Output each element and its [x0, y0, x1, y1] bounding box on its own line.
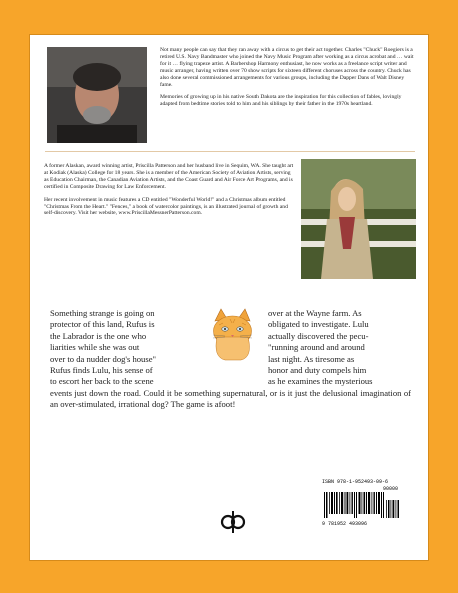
blurb-left-line: the Labrador is the one who [50, 330, 147, 341]
portrait-man-icon [47, 47, 147, 143]
barcode-digits: 9 781952 493096 [322, 521, 368, 527]
blurb-left-line: over to da nudder dog's house" [50, 353, 157, 364]
blurb-right-column [268, 308, 411, 388]
bio-priscilla [44, 163, 296, 223]
author-photo-priscilla [301, 159, 416, 279]
price-code-text: 90000 [383, 486, 399, 492]
blurb-right-line: over at the Wayne farm. As [268, 308, 362, 318]
barcode-block [319, 479, 404, 529]
publisher-logo-icon [220, 509, 246, 535]
isbn-text: ISBN 978-1-952493-09-6 [322, 479, 389, 485]
blurb-left-line: Something strange is going on [50, 308, 155, 318]
blurb-left-line: Rufus finds Lulu, his sense of [50, 365, 153, 376]
bio-priscilla-paragraph-1: A former Alaskan, award winning artist, Priscilla Patterson and her husband live in Sequim, WA. She taught art at Kodiak (Alaska) College for 18 years. She is a member of the American Society of Aviation Artists, serving as Education Chairman, the Canadian Aviation Artists, and the Coast Guard and Air Force Art Programs, and is certified in Composite Drawing for Law Enforcement. [44, 163, 294, 190]
blurb-left-column [50, 308, 198, 388]
blurb-right-line: as he examines the mysterious [268, 376, 373, 387]
bio-chuck-paragraph-2: Memories of growing up in his native South Dakota are the inspiration for this collection of fables, lovingly adapted from bedtime stories told to him and his siblings by their father in the 1970s heartland. [160, 94, 402, 108]
cat-illustration-icon [205, 307, 260, 362]
blurb-tail: events just down the road. Could it be something supernatural, or is it just the delusional imagination of an over-stimulated, irrational dog? The game is afoot! [50, 388, 411, 410]
blurb-right-line: actually discovered the pecu- [268, 330, 369, 341]
section-divider [45, 151, 415, 152]
barcode-icon [322, 486, 402, 520]
blurb-right-line: last night. As tiresome as [268, 353, 355, 364]
blurb-left-line: protector of this land, Rufus is [50, 319, 155, 330]
blurb-right-line: "running around and around [268, 342, 365, 353]
author-photo-chuck [47, 47, 147, 143]
bio-priscilla-paragraph-2: Her recent involvement in music features a CD entitled "Wonderful World!" and a Christmas album entitled "Christmas From the Heart." "Fences," a book of watercolor paintings, is an illustrated journal of growth and self-discovery. Visit her website, www.PriscillaMessnerPatterson.com. [44, 196, 288, 217]
content-panel [29, 34, 429, 561]
blurb-right-line: honor and duty compels him [268, 365, 367, 376]
blurb-left-line: to escort her back to the scene [50, 376, 154, 387]
bio-chuck [160, 47, 418, 114]
portrait-woman-icon [301, 159, 416, 279]
bio-chuck-paragraph-1: Not many people can say that they ran away with a circus to get their act together. Charles "Chuck" Roegiers is a retired U.S. Navy Bandmaster who joined the Navy Music Program after working as a circus acrobat and … wait for it … flying trapeze artist. A Barbershop Harmony enthusiast, he now works as a freelance script writer and music arranger, having written over 70 show scripts for sixteen different choruses across the country. Chuck has also done several commissioned arrangements for various groups, including the Dapper Dans of Walt Disney fame. [160, 47, 414, 88]
blurb-right-line: obligated to investigate. Lulu [268, 319, 369, 330]
blurb-left-line: liarities while she was out [50, 342, 140, 353]
